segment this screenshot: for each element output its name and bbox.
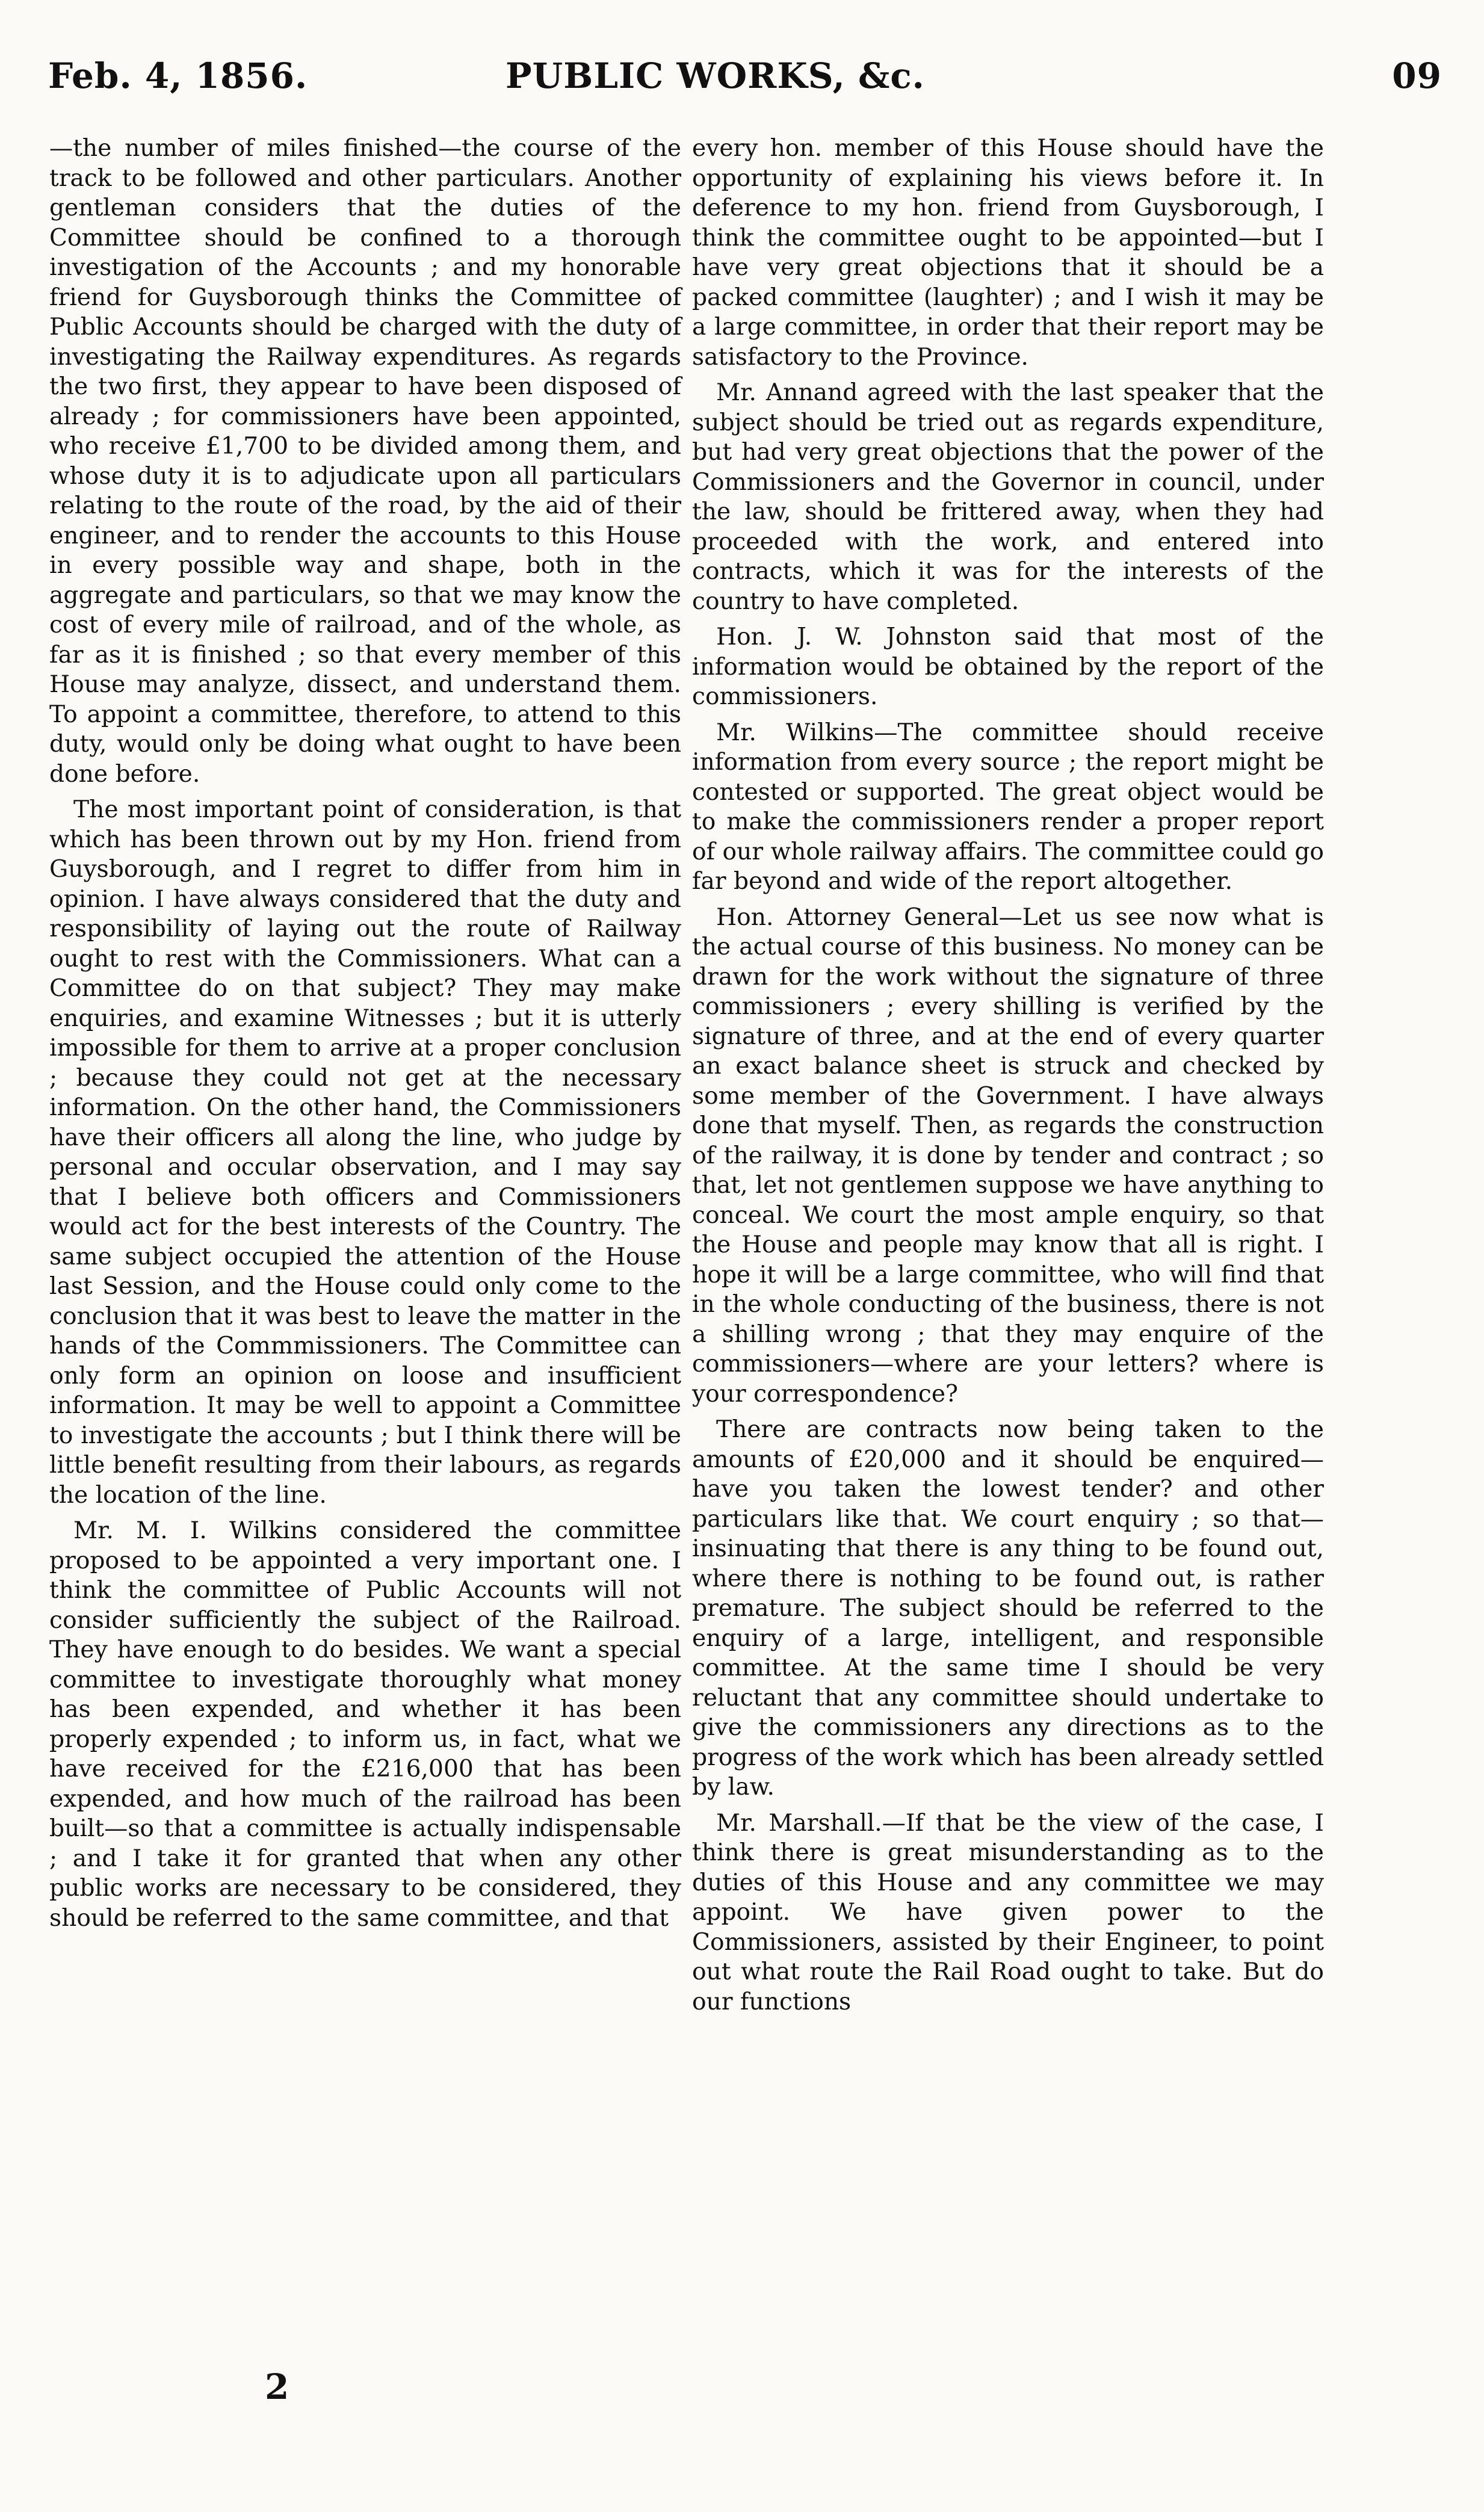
left-paragraph-2: The most important point of consideration, is that which has been thrown out by my Hon. friend from Guysborough, and I regret to differ from him in opinion. I have always considered that the duty and responsibility of laying out the route of Railway ought to rest with the Commissioners. What can a Committee do on that subject? They may make enquiries, and examine Witnesses ; but it is utterly impossible for them to arrive at a proper conclusion ; because they could not get at the necessary information. On the other hand, the Commissioners have their officers all along the line, who judge by personal and occular observation, and I may say that I believe both officers and Commissioners would act for the best interests of the Country. The same subject occupied the attention of the House last Session, and the House could only come to the conclusion that it was best to leave the matter in the hands of the Commmissioners. The Committee can only form an opinion on loose and insufficient information. It may be well to appoint a Committee to investigate the accounts ; but I think there will be little benefit resulting from their labours, as regards the location of the line. [49,796,681,1509]
right-paragraph-6: There are contracts now being taken to the amounts of £20,000 and it should be enquired—have you taken the lowest tender? and other particulars like that. We court enquiry ; so that—insinuating that there is any thing to be found out, where there is nothing to be found out, is rather premature. The subject should be referred to the enquiry of a large, intelligent, and responsible committee. At the same time I should be very reluctant that any committee should undertake to give the commissioners any directions as to the progress of the work which has been already settled by law. [692,1416,1324,1801]
left-paragraph-3: Mr. M. I. Wilkins considered the committee proposed to be appointed a very important one. I think the committee of Public Accounts will not consider sufficiently the subject of the Railroad. They have enough to do besides. We want a special committee to investigate thoroughly what money has been expended, and whether it has been properly expended ; to inform us, in fact, what we have received for the £216,000 that has been expended, and how much of the railroad has been built—so that a committee is actually indispensable ; and I take it for granted that when any other public works are necessary to be considered, they should be referred to the same committee, and that [49,1517,681,1932]
right-paragraph-4: Mr. Wilkins—The committee should receive information from every source ; the report might be contested or supported. The great object would be to make the commissioners render a proper report of our whole railway affairs. The committee could go far beyond and wide of the report altogether. [692,719,1324,895]
header-title: PUBLIC WORKS, &c. [505,55,925,96]
folio-number: 2 [265,2366,289,2407]
right-column [692,134,1324,2023]
right-paragraph-1: every hon. member of this House should have the opportunity of explaining his views before it. In deference to my hon. friend from Guysborough, I think the committee ought to be appointed—but I have very great objections that it should be a packed committee (laughter) ; and I wish it may be a large committee, in order that their report may be satisfactory to the Province. [692,135,1324,371]
right-paragraph-2: Mr. Annand agreed with the last speaker that the subject should be tried out as regards expenditure, but had very great objections that the power of the Commissioners and the Governor in council, under the law, should be frittered away, when they had proceeded with the work, and entered into contracts, which it was for the interests of the country to have completed. [692,379,1324,615]
header-page-number: 09 [1392,55,1442,96]
right-paragraph-7: Mr. Marshall.—If that be the view of the case, I think there is great misunderstanding as to the duties of this House and any committee we may appoint. We have given power to the Commissioners, assisted by their Engineer, to point out what route the Rail Road ought to take. But do our functions [692,1809,1324,2015]
header-date: Feb. 4, 1856. [48,55,308,96]
left-paragraph-1: —the number of miles finished—the course of the track to be followed and other particulars. Another gentleman considers that the duties of the Committee should be confined to a thorough investigation of the Accounts ; and my honorable friend for Guysborough thinks the Committee of Public Accounts should be charged with the duty of investigating the Railway expenditures. As regards the two first, they appear to have been disposed of already ; for commissioners have been appointed, who receive £1,700 to be divided among them, and whose duty it is to adjudicate upon all particulars relating to the route of the road, by the aid of their engineer, and to render the accounts to this House in every possible way and shape, both in the aggregate and particulars, so that we may know the cost of every mile of railroad, and of the whole, as far as it is finished ; so that every member of this House may analyze, dissect, and understand them. To appoint a committee, therefore, to attend to this duty, would only be doing what ought to have been done before. [49,135,681,788]
page-header [48,55,1442,110]
left-column [49,134,681,1939]
right-paragraph-3: Hon. J. W. Johnston said that most of the information would be obtained by the report of the commissioners. [692,623,1324,710]
right-paragraph-5: Hon. Attorney General—Let us see now what is the actual course of this business. No money can be drawn for the work without the signature of three commissioners ; every shilling is verified by the signature of three, and at the end of every quarter an exact balance sheet is struck and checked by some member of the Government. I have always done that myself. Then, as regards the construction of the railway, it is done by tender and contract ; so that, let not gentlemen suppose we have anything to conceal. We court the most ample enquiry, so that the House and people may know that all is right. I hope it will be a large committee, who will find that in the whole conducting of the business, there is not a shilling wrong ; that they may enquire of the commissioners—where are your letters? where is your correspondence? [692,903,1324,1408]
